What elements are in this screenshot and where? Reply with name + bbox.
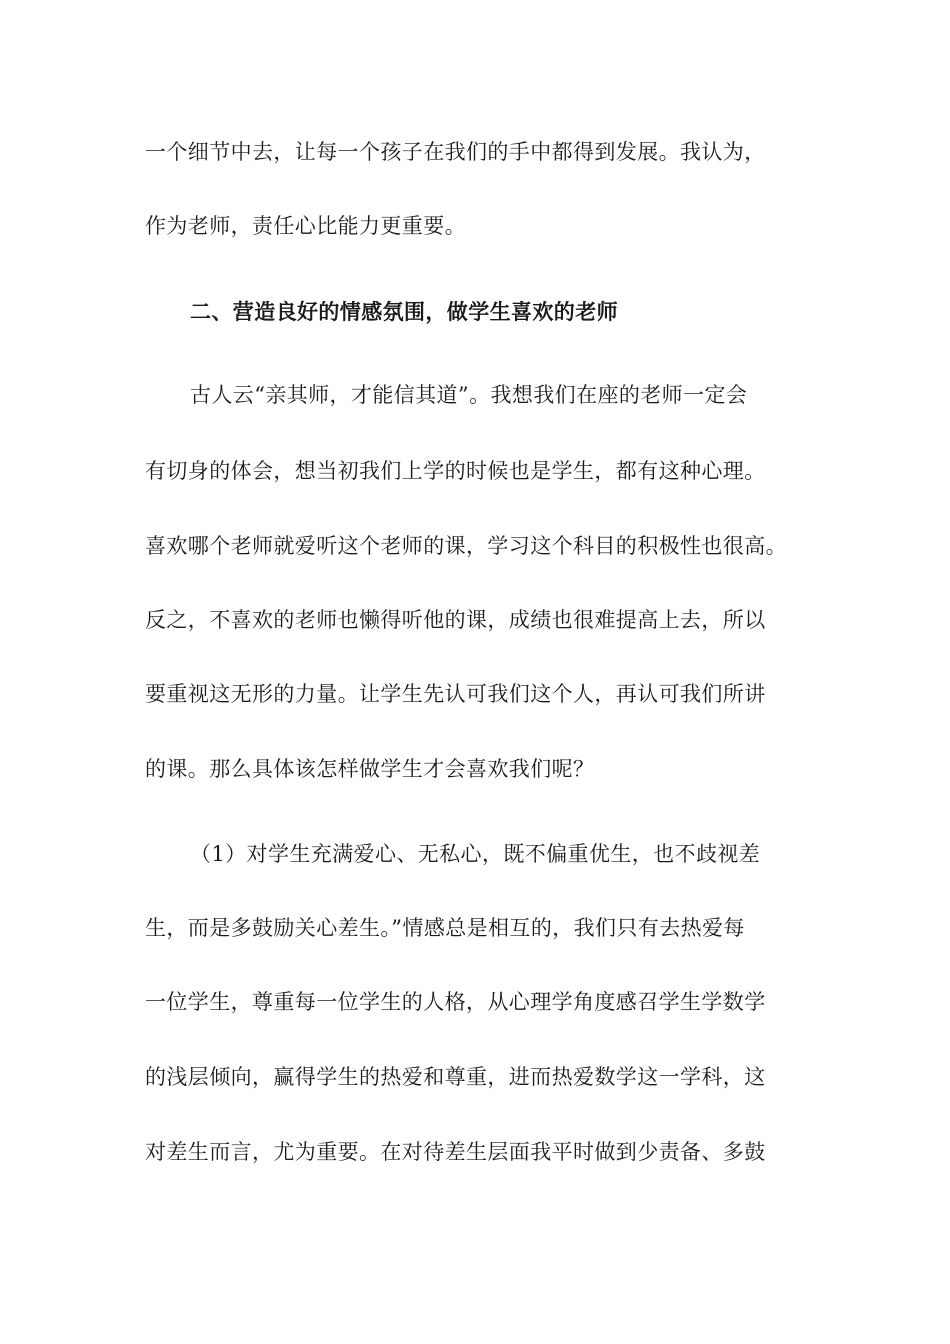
paragraph-line: 的浅层倾向，赢得学生的热爱和尊重，进而热爱数学这一学科，这 [145, 1065, 766, 1089]
paragraph-line: 生，而是多鼓励关心差生。”情感总是相互的，我们只有去热爱每 [145, 916, 745, 940]
paragraph-line: 的课。那么具体该怎样做学生才会喜欢我们呢？ [145, 757, 595, 781]
paragraph-line: 反之，不喜欢的老师也懒得听他的课，成绩也很难提高上去，所以 [145, 608, 766, 632]
paragraph-line: 喜欢哪个老师就爱听这个老师的课，学习这个科目的积极性也很高。 [145, 534, 787, 558]
paragraph-line: 要重视这无形的力量。让学生先认可我们这个人，再认可我们所讲 [145, 682, 766, 706]
section-heading: 二、营造良好的情感氛围，做学生喜欢的老师 [190, 299, 618, 324]
paragraph-line: （1）对学生充满爱心、无私心，既不偏重优生，也不歧视差 [190, 842, 761, 866]
paragraph-line: 古人云“亲其师，才能信其道”。我想我们在座的老师一定会 [190, 383, 748, 407]
paragraph-line: 对差生而言，尤为重要。在对待差生层面我平时做到少责备、多鼓 [145, 1140, 766, 1164]
paragraph-line: 一个细节中去，让每一个孩子在我们的手中都得到发展。我认为， [145, 140, 766, 164]
paragraph-line: 一位学生，尊重每一位学生的人格，从心理学角度感召学生学数学 [145, 990, 766, 1014]
paragraph-line: 作为老师，责任心比能力更重要。 [145, 214, 466, 238]
paragraph-line: 有切身的体会，想当初我们上学的时候也是学生，都有这种心理。 [145, 459, 766, 483]
